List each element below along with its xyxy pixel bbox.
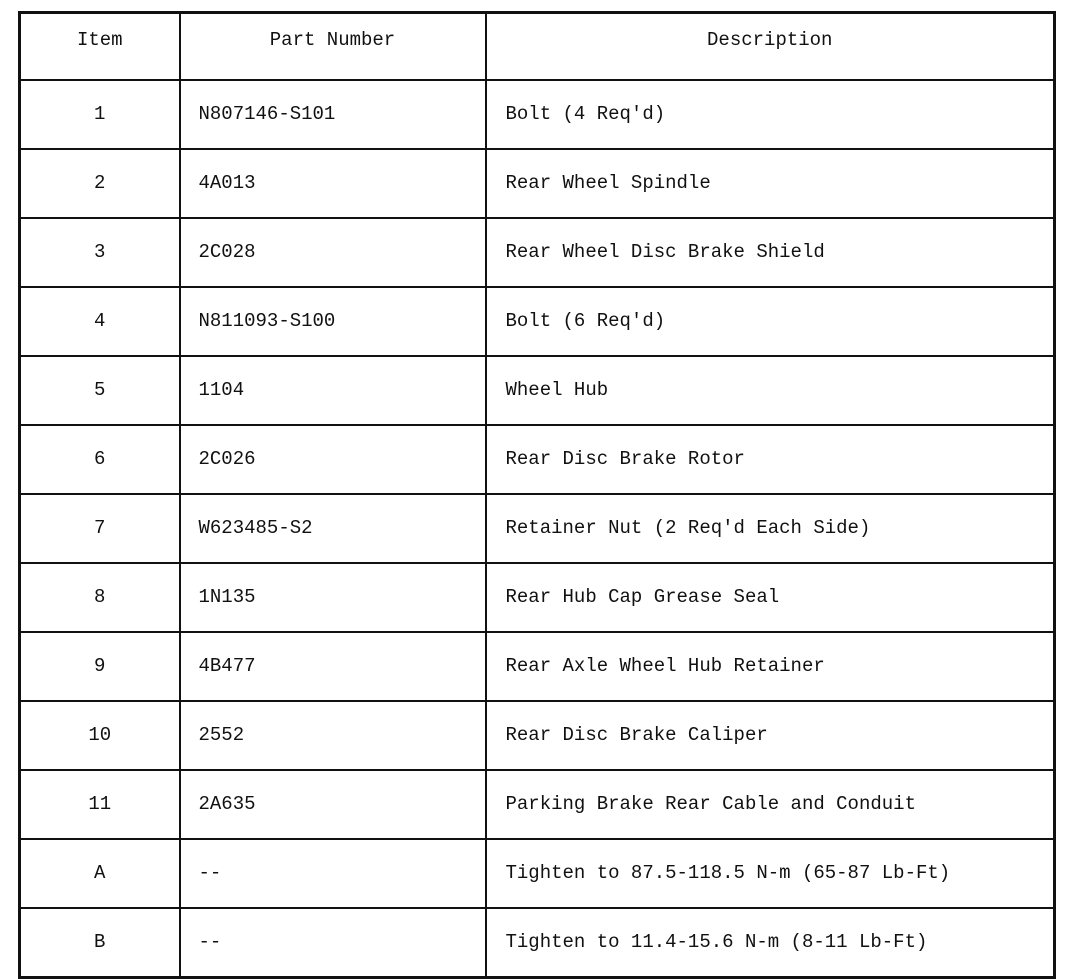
table-row (20, 287, 1055, 356)
table-row (20, 563, 1055, 632)
item-cell: 3 (20, 218, 180, 287)
table-row (20, 494, 1055, 563)
header-row (20, 13, 1055, 81)
part-number-cell: 1104 (180, 356, 486, 425)
table-row (20, 908, 1055, 978)
item-cell: 8 (20, 563, 180, 632)
part-number-cell: -- (180, 908, 486, 978)
description-cell: Bolt (4 Req'd) (486, 80, 1055, 149)
item-cell: 5 (20, 356, 180, 425)
table-row (20, 839, 1055, 908)
part-number-cell: 2C028 (180, 218, 486, 287)
table-row (20, 356, 1055, 425)
table-header (20, 13, 1055, 81)
description-cell: Tighten to 87.5-118.5 N-m (65-87 Lb-Ft) (486, 839, 1055, 908)
part-number-cell: 2C026 (180, 425, 486, 494)
part-number-cell: -- (180, 839, 486, 908)
parts-table (18, 11, 1056, 979)
description-cell: Rear Axle Wheel Hub Retainer (486, 632, 1055, 701)
item-cell: 11 (20, 770, 180, 839)
description-cell: Retainer Nut (2 Req'd Each Side) (486, 494, 1055, 563)
description-cell: Parking Brake Rear Cable and Conduit (486, 770, 1055, 839)
description-cell: Rear Wheel Spindle (486, 149, 1055, 218)
description-cell: Rear Disc Brake Caliper (486, 701, 1055, 770)
description-cell: Rear Wheel Disc Brake Shield (486, 218, 1055, 287)
part-number-cell: W623485-S2 (180, 494, 486, 563)
description-cell: Rear Hub Cap Grease Seal (486, 563, 1055, 632)
part-number-column-header: Part Number (180, 13, 486, 81)
description-cell: Wheel Hub (486, 356, 1055, 425)
description-cell: Rear Disc Brake Rotor (486, 425, 1055, 494)
part-number-cell: 2A635 (180, 770, 486, 839)
part-number-cell: 4A013 (180, 149, 486, 218)
item-cell: 10 (20, 701, 180, 770)
description-cell: Bolt (6 Req'd) (486, 287, 1055, 356)
table-row (20, 632, 1055, 701)
table-row (20, 218, 1055, 287)
table-row (20, 701, 1055, 770)
item-cell: 4 (20, 287, 180, 356)
item-column-header: Item (20, 13, 180, 81)
part-number-cell: N807146-S101 (180, 80, 486, 149)
description-column-header: Description (486, 13, 1055, 81)
part-number-cell: 2552 (180, 701, 486, 770)
part-number-cell: 1N135 (180, 563, 486, 632)
table-body (20, 80, 1055, 978)
item-cell: 1 (20, 80, 180, 149)
table-row (20, 80, 1055, 149)
item-cell: B (20, 908, 180, 978)
item-cell: 9 (20, 632, 180, 701)
item-cell: 2 (20, 149, 180, 218)
item-cell: 6 (20, 425, 180, 494)
table-row (20, 425, 1055, 494)
part-number-cell: N811093-S100 (180, 287, 486, 356)
table-row (20, 770, 1055, 839)
item-cell: 7 (20, 494, 180, 563)
item-cell: A (20, 839, 180, 908)
description-cell: Tighten to 11.4-15.6 N-m (8-11 Lb-Ft) (486, 908, 1055, 978)
part-number-cell: 4B477 (180, 632, 486, 701)
table-row (20, 149, 1055, 218)
